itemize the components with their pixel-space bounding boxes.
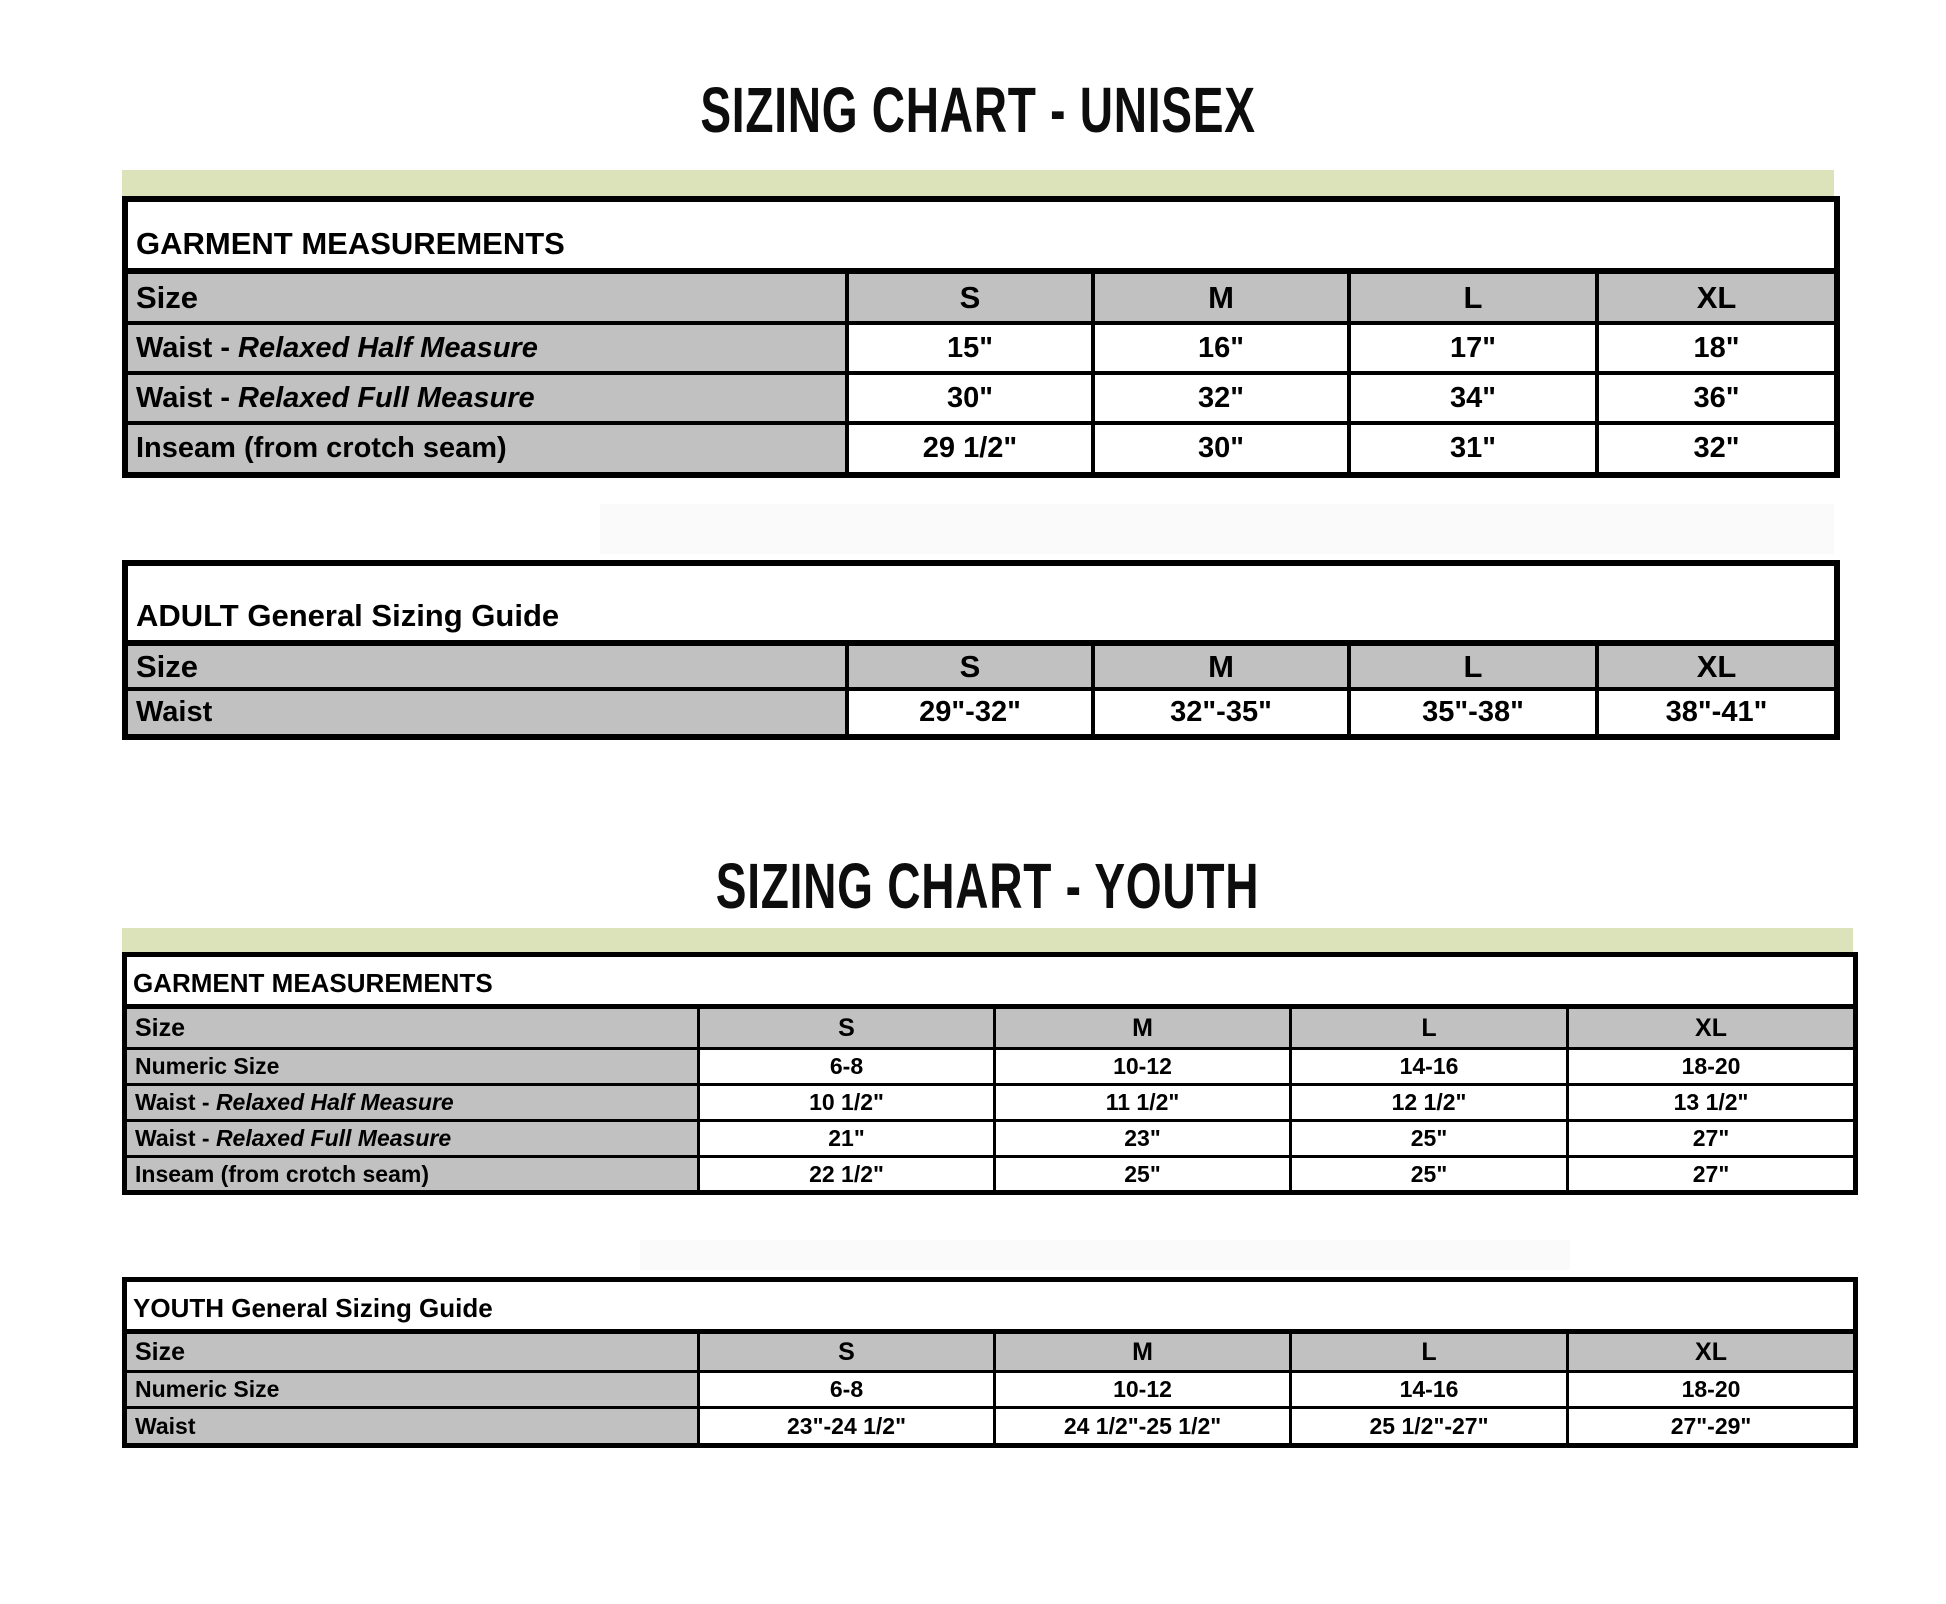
row-label bbox=[125, 1121, 699, 1157]
row-label-text: Inseam (from crotch seam) bbox=[136, 432, 507, 464]
youth-general-sizing-guide-table bbox=[122, 1277, 1858, 1448]
table-row bbox=[125, 1085, 1856, 1121]
value-cell: 27" bbox=[1568, 1121, 1856, 1157]
value-cell: 27" bbox=[1568, 1157, 1856, 1193]
value-cell: 25" bbox=[995, 1157, 1291, 1193]
row-label-text: Waist - bbox=[136, 331, 239, 364]
section-title-youth: SIZING CHART - YOUTH bbox=[715, 850, 1260, 922]
table-heading: GARMENT MEASUREMENTS bbox=[125, 199, 1837, 271]
size-col-m: M bbox=[995, 1007, 1291, 1049]
section-title-unisex: SIZING CHART - UNISEX bbox=[700, 74, 1256, 146]
size-col-xl: XL bbox=[1568, 1007, 1856, 1049]
value-cell: 29"-32" bbox=[847, 689, 1093, 737]
row-label bbox=[125, 1049, 699, 1085]
green-accent-band bbox=[122, 928, 1853, 952]
row-label-text: Inseam (from crotch seam) bbox=[135, 1160, 429, 1187]
table-heading: ADULT General Sizing Guide bbox=[125, 563, 1837, 643]
row-label-text: Numeric Size bbox=[135, 1053, 280, 1079]
value-cell: 23" bbox=[995, 1121, 1291, 1157]
row-label bbox=[125, 423, 847, 475]
row-label-text: Waist bbox=[136, 696, 213, 728]
row-label bbox=[125, 1157, 699, 1193]
row-label-text: Numeric Size bbox=[135, 1376, 280, 1402]
value-cell: 11 1/2" bbox=[995, 1085, 1291, 1121]
value-cell: 35"-38" bbox=[1349, 689, 1597, 737]
row-label-italic: Relaxed Half Measure bbox=[215, 1089, 454, 1115]
row-label bbox=[125, 1408, 699, 1446]
value-cell: 6-8 bbox=[699, 1372, 995, 1408]
size-col-s: S bbox=[847, 271, 1093, 323]
row-label-text: Waist - bbox=[136, 381, 239, 414]
value-cell: 25" bbox=[1291, 1157, 1568, 1193]
size-col-s: S bbox=[699, 1332, 995, 1372]
table-row bbox=[125, 1049, 1856, 1085]
value-cell: 10 1/2" bbox=[699, 1085, 995, 1121]
value-cell: 14-16 bbox=[1291, 1372, 1568, 1408]
green-accent-band bbox=[122, 170, 1834, 196]
youth-garment-measurements-table bbox=[122, 952, 1858, 1195]
value-cell: 14-16 bbox=[1291, 1049, 1568, 1085]
row-label-text: Waist bbox=[135, 1412, 196, 1439]
size-col-m: M bbox=[995, 1332, 1291, 1372]
table-heading: YOUTH General Sizing Guide bbox=[125, 1280, 1856, 1332]
value-cell: 16" bbox=[1093, 323, 1349, 373]
table-row bbox=[125, 1408, 1856, 1446]
size-header-label: Size bbox=[125, 1007, 699, 1049]
row-label bbox=[125, 1372, 699, 1408]
table-row bbox=[125, 689, 1837, 737]
size-header-row bbox=[125, 643, 1837, 689]
table-row bbox=[125, 423, 1837, 475]
row-label-italic: Relaxed Half Measure bbox=[238, 331, 538, 364]
row-label-text: Waist - bbox=[135, 1089, 216, 1115]
table-heading-row bbox=[125, 955, 1856, 1007]
size-header-label: Size bbox=[125, 271, 847, 323]
size-col-s: S bbox=[699, 1007, 995, 1049]
value-cell: 25 1/2"-27" bbox=[1291, 1408, 1568, 1446]
row-label bbox=[125, 323, 847, 373]
value-cell: 24 1/2"-25 1/2" bbox=[995, 1408, 1291, 1446]
scan-artifact-band bbox=[640, 1240, 1570, 1270]
row-label-italic: Relaxed Full Measure bbox=[238, 381, 535, 414]
value-cell: 38"-41" bbox=[1597, 689, 1837, 737]
value-cell: 32" bbox=[1093, 373, 1349, 423]
size-header-label: Size bbox=[125, 643, 847, 689]
value-cell: 32" bbox=[1597, 423, 1837, 475]
row-label bbox=[125, 1085, 699, 1121]
value-cell: 6-8 bbox=[699, 1049, 995, 1085]
adult-general-sizing-guide-table bbox=[122, 560, 1840, 740]
value-cell: 34" bbox=[1349, 373, 1597, 423]
size-header-label: Size bbox=[125, 1332, 699, 1372]
size-col-xl: XL bbox=[1597, 643, 1837, 689]
value-cell: 18-20 bbox=[1568, 1049, 1856, 1085]
value-cell: 21" bbox=[699, 1121, 995, 1157]
size-header-row bbox=[125, 1007, 1856, 1049]
size-col-l: L bbox=[1349, 643, 1597, 689]
table-row bbox=[125, 1121, 1856, 1157]
value-cell: 22 1/2" bbox=[699, 1157, 995, 1193]
value-cell: 15" bbox=[847, 323, 1093, 373]
table-heading: GARMENT MEASUREMENTS bbox=[125, 955, 1856, 1007]
value-cell: 30" bbox=[1093, 423, 1349, 475]
value-cell: 13 1/2" bbox=[1568, 1085, 1856, 1121]
value-cell: 17" bbox=[1349, 323, 1597, 373]
row-label bbox=[125, 373, 847, 423]
size-col-l: L bbox=[1291, 1007, 1568, 1049]
size-col-s: S bbox=[847, 643, 1093, 689]
row-label bbox=[125, 689, 847, 737]
size-col-l: L bbox=[1291, 1332, 1568, 1372]
table-row bbox=[125, 1372, 1856, 1408]
table-heading-row bbox=[125, 199, 1837, 271]
scan-artifact-band bbox=[600, 504, 1834, 554]
row-label-text: Waist - bbox=[135, 1125, 216, 1151]
size-header-row bbox=[125, 1332, 1856, 1372]
value-cell: 29 1/2" bbox=[847, 423, 1093, 475]
value-cell: 18-20 bbox=[1568, 1372, 1856, 1408]
size-col-m: M bbox=[1093, 643, 1349, 689]
table-heading-row bbox=[125, 1280, 1856, 1332]
value-cell: 32"-35" bbox=[1093, 689, 1349, 737]
table-row bbox=[125, 373, 1837, 423]
value-cell: 27"-29" bbox=[1568, 1408, 1856, 1446]
value-cell: 25" bbox=[1291, 1121, 1568, 1157]
table-row bbox=[125, 323, 1837, 373]
value-cell: 18" bbox=[1597, 323, 1837, 373]
table-row bbox=[125, 1157, 1856, 1193]
size-col-l: L bbox=[1349, 271, 1597, 323]
value-cell: 23"-24 1/2" bbox=[699, 1408, 995, 1446]
value-cell: 10-12 bbox=[995, 1049, 1291, 1085]
row-label-italic: Relaxed Full Measure bbox=[215, 1125, 452, 1151]
value-cell: 31" bbox=[1349, 423, 1597, 475]
size-header-row bbox=[125, 271, 1837, 323]
value-cell: 10-12 bbox=[995, 1372, 1291, 1408]
size-col-xl: XL bbox=[1597, 271, 1837, 323]
size-col-xl: XL bbox=[1568, 1332, 1856, 1372]
table-heading-row bbox=[125, 563, 1837, 643]
value-cell: 36" bbox=[1597, 373, 1837, 423]
unisex-garment-measurements-table bbox=[122, 196, 1840, 478]
value-cell: 12 1/2" bbox=[1291, 1085, 1568, 1121]
size-col-m: M bbox=[1093, 271, 1349, 323]
value-cell: 30" bbox=[847, 373, 1093, 423]
